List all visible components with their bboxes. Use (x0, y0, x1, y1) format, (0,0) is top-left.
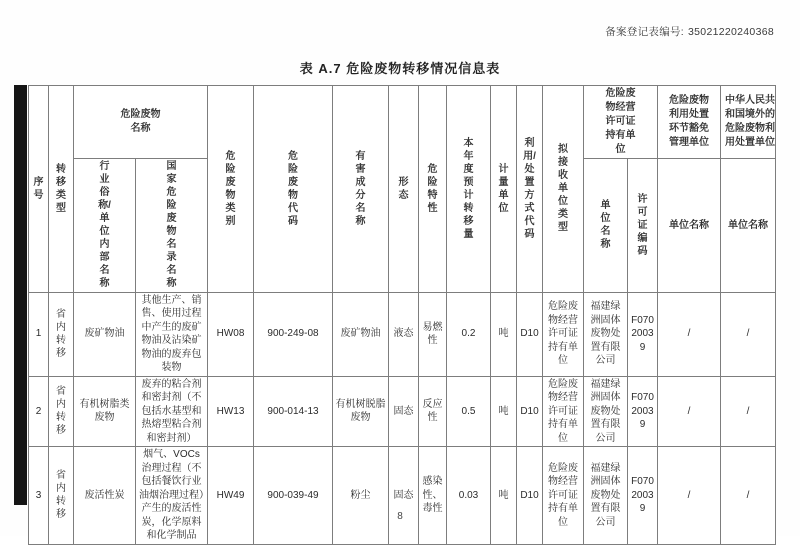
cell-amount: 0.03 (447, 447, 491, 545)
cell-receiver-type: 危险废物经营许可证持有单位 (543, 292, 584, 376)
cell-code: 900-039-49 (254, 447, 333, 545)
cell-receiver-type: 危险废物经营许可证持有单位 (543, 376, 584, 447)
scan-edge-artifact (14, 85, 27, 505)
cell-method-code: D10 (517, 292, 543, 376)
cell-company-name: 福建绿洲固体废物处置有限公司 (584, 447, 628, 545)
cell-form: 固态 (389, 447, 419, 545)
header-annual-amount: 本年度预计转移量 (447, 86, 491, 293)
cell-exempt-unit: / (658, 447, 721, 545)
cell-license-no: F07020039 (628, 447, 658, 545)
cell-hazard: 感染性、毒性 (419, 447, 447, 545)
cell-transfer-type: 省内转移 (49, 447, 74, 545)
page-number: 8 (397, 511, 403, 522)
cell-catalog-name: 烟气、VOCs 治理过程（不包括餐饮行业油烟治理过程）产生的废活性炭，化学原料和化学制品 (136, 447, 208, 545)
cell-harmful: 有机树脱脂废物 (333, 376, 389, 447)
cell-form: 液态 (389, 292, 419, 376)
header-category: 危险废物类别 (208, 86, 254, 293)
cell-code: 900-249-08 (254, 292, 333, 376)
cell-seq: 1 (29, 292, 49, 376)
header-waste-name-group: 危险废物名称 (74, 86, 208, 159)
cell-unit: 吨 (491, 376, 517, 447)
cell-seq: 2 (29, 376, 49, 447)
cell-category: HW08 (208, 292, 254, 376)
cell-method-code: D10 (517, 376, 543, 447)
cell-catalog-name: 其他生产、销售、使用过程中产生的废矿物油及沾染矿物油的废弃包装物 (136, 292, 208, 376)
cell-license-no: F07020039 (628, 292, 658, 376)
cell-code: 900-014-13 (254, 376, 333, 447)
header-exempt-group: 危险废物利用处置环节豁免管理单位 (658, 86, 721, 159)
header-harmful-component: 有害成分名称 (333, 86, 389, 293)
cell-hazard: 反应性 (419, 376, 447, 447)
cell-overseas-unit: / (721, 292, 776, 376)
table-row (29, 376, 776, 447)
header-exempt-unit-name: 单位名称 (658, 159, 721, 293)
cell-category: HW13 (208, 376, 254, 447)
table-row (29, 447, 776, 545)
header-group-row (29, 86, 776, 159)
header-seq: 序号 (29, 86, 49, 293)
header-overseas-unit-name: 单位名称 (721, 159, 776, 293)
record-number-value: 35021220240368 (688, 26, 774, 38)
cell-exempt-unit: / (658, 376, 721, 447)
cell-overseas-unit: / (721, 376, 776, 447)
header-code: 危险废物代码 (254, 86, 333, 293)
cell-amount: 0.5 (447, 376, 491, 447)
cell-license-no: F07020039 (628, 376, 658, 447)
cell-company-name: 福建绿洲固体废物处置有限公司 (584, 292, 628, 376)
header-hazard-trait: 危险特性 (419, 86, 447, 293)
cell-unit: 吨 (491, 447, 517, 545)
cell-transfer-type: 省内转移 (49, 292, 74, 376)
cell-industry-alias: 废矿物油 (74, 292, 136, 376)
header-transfer-type: 转移类型 (49, 86, 74, 293)
cell-industry-alias: 有机树脂类废物 (74, 376, 136, 447)
header-form: 形态 (389, 86, 419, 293)
table-title: 表 A.7 危险废物转移情况信息表 (299, 61, 501, 76)
cell-category: HW49 (208, 447, 254, 545)
cell-harmful: 粉尘 (333, 447, 389, 545)
cell-overseas-unit: / (721, 447, 776, 545)
header-overseas-group: 中华人民共和国境外的危险废物利用处置单位 (721, 86, 776, 159)
header-industry-alias: 行业俗称/单位内部名称 (74, 159, 136, 293)
cell-amount: 0.2 (447, 292, 491, 376)
cell-receiver-type: 危险废物经营许可证持有单位 (543, 447, 584, 545)
cell-company-name: 福建绿洲固体废物处置有限公司 (584, 376, 628, 447)
cell-unit: 吨 (491, 292, 517, 376)
cell-method-code: D10 (517, 447, 543, 545)
cell-seq: 3 (29, 447, 49, 545)
cell-industry-alias: 废活性炭 (74, 447, 136, 545)
record-number-line (605, 24, 774, 39)
cell-transfer-type: 省内转移 (49, 376, 74, 447)
header-unit-name: 单位名称 (584, 159, 628, 293)
header-license-group: 危险废物经营许可证持有单位 (584, 86, 658, 159)
cell-catalog-name: 废弃的粘合剂和密封剂（不包括水基型和热熔型粘合剂和密封剂） (136, 376, 208, 447)
cell-harmful: 废矿物油 (333, 292, 389, 376)
header-receiver-type: 拟接收单位类型 (543, 86, 584, 293)
header-unit: 计量单位 (491, 86, 517, 293)
cell-form: 固态 (389, 376, 419, 447)
cell-hazard: 易燃性 (419, 292, 447, 376)
hazardous-waste-transfer-table (28, 85, 776, 545)
table-row (29, 292, 776, 376)
record-number-label: 备案登记表编号: (605, 26, 685, 38)
header-license-no: 许可证编码 (628, 159, 658, 293)
cell-exempt-unit: / (658, 292, 721, 376)
header-disposal-code: 利用/处置方式代码 (517, 86, 543, 293)
header-catalog-name: 国家危险废物名录名称 (136, 159, 208, 293)
